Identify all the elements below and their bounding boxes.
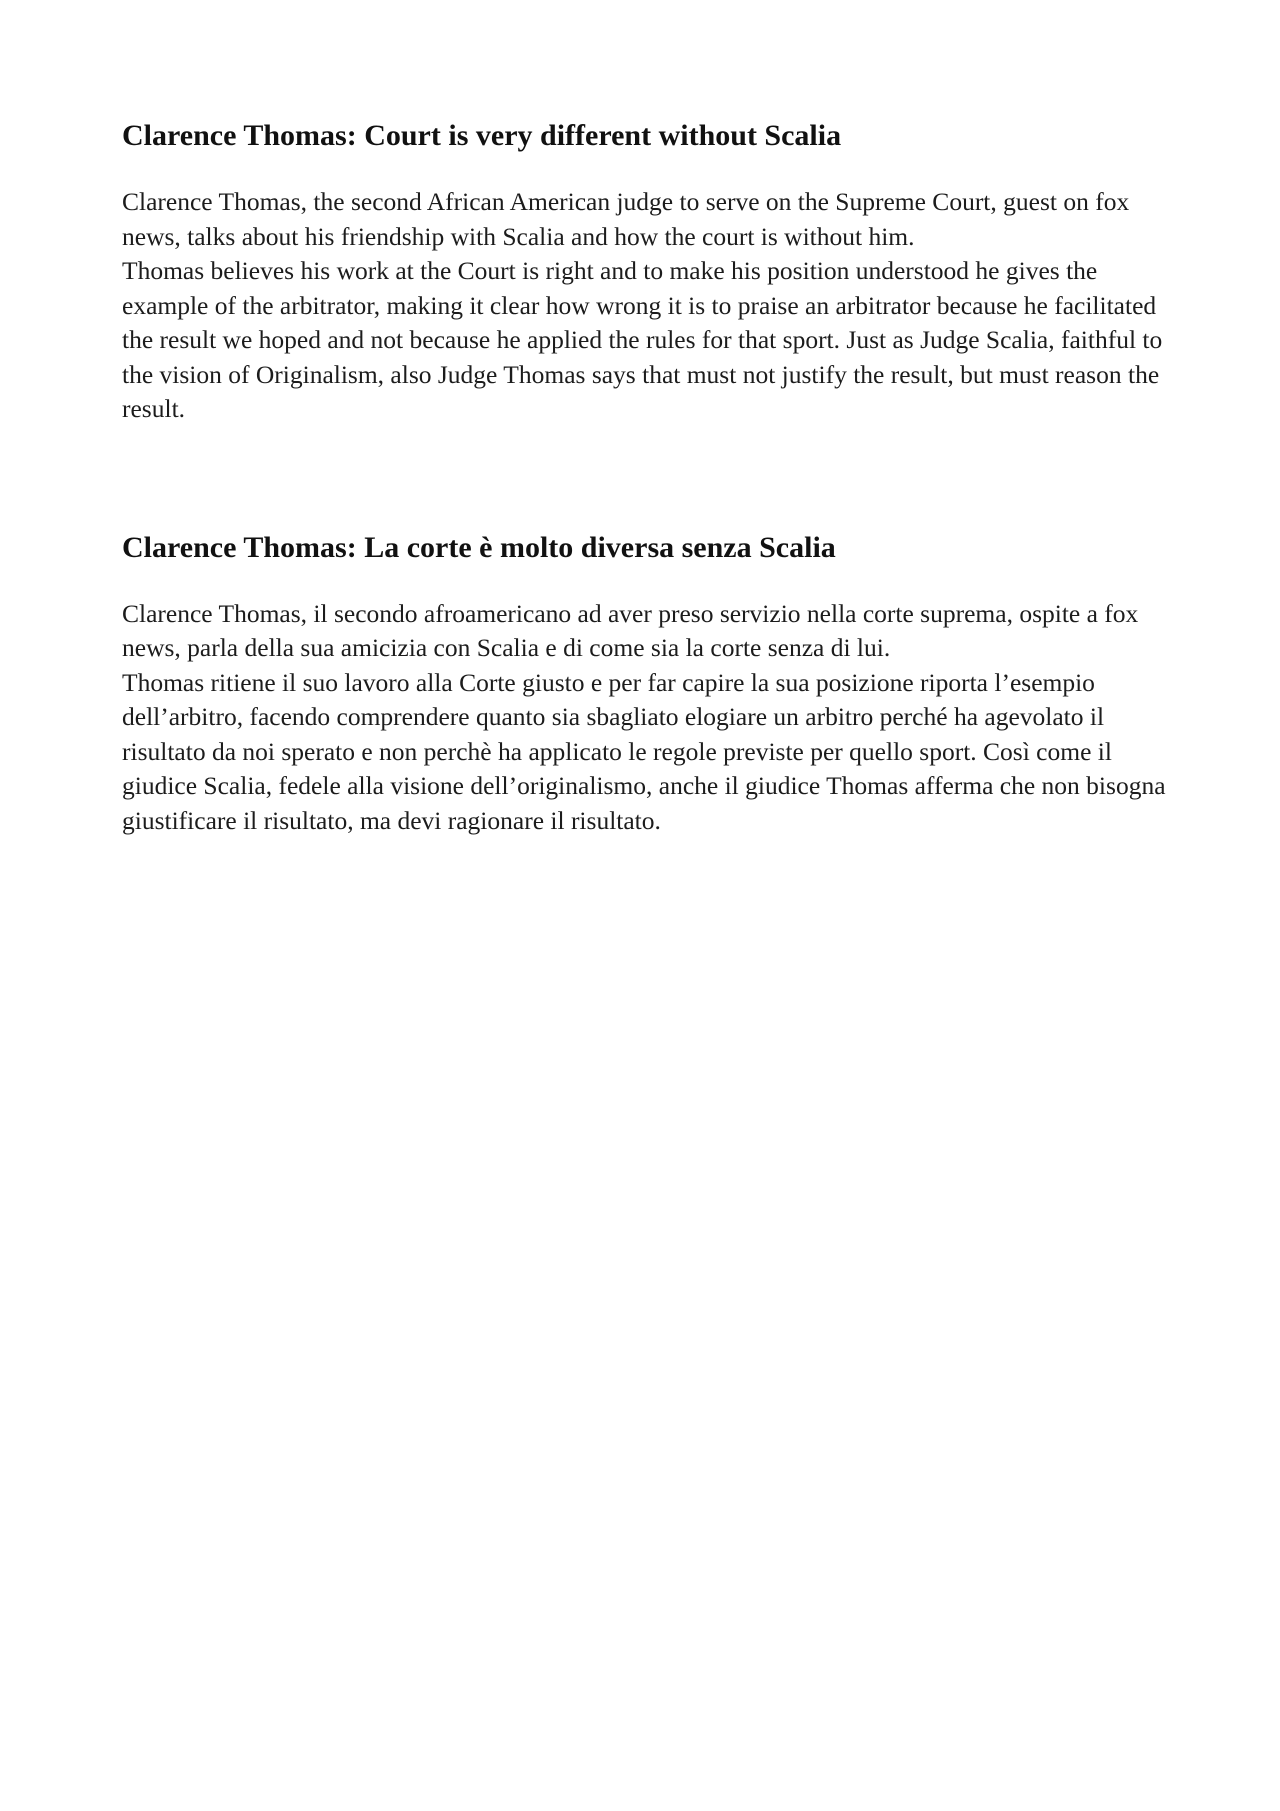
paragraph-italian-intro: Clarence Thomas, il secondo afroamericano ad aver preso servizio nella corte suprema, ospite a fox news, parla della sua amicizia con Scalia e di come sia la corte senza di lui. — [122, 598, 1139, 662]
paragraph-italian-body: Thomas ritiene il suo lavoro alla Corte giusto e per far capire la sua posizione riporta l’esempio dell’arbitro, facendo comprendere quanto sia sbagliato elogiare un arbitro perché ha agevolato il risultato da noi sperato e non perchè ha applicato le regole previste per quello sport. Così come il giudice Scalia, fedele alla visione dell’originalismo, anche il giudice Thomas afferma che non bisogna giustificare il risultato, ma devi ragionare il risultato. — [122, 667, 1166, 835]
article-title-italian: Clarence Thomas: La corte è molto diversa senza Scalia — [122, 530, 836, 564]
paragraph-english-intro: Clarence Thomas, the second African American judge to serve on the Supreme Court, guest on fox news, talks about his friendship with Scalia and how the court is without him. — [122, 187, 1130, 251]
article-italian — [122, 530, 1182, 839]
document-body — [122, 118, 1182, 838]
paragraph-english-body: Thomas believes his work at the Court is right and to make his position understood he gives the example of the arbitrator, making it clear how wrong it is to praise an arbitrator because he facilitated the result we hoped and not because he applied the rules for that sport. Just as Judge Scalia, faithful to the vision of Originalism, also Judge Thomas says that must not justify the result, but must reason the result. — [122, 256, 1163, 423]
article-title-english: Clarence Thomas: Court is very different without Scalia — [122, 119, 842, 152]
article-english — [122, 118, 1182, 427]
